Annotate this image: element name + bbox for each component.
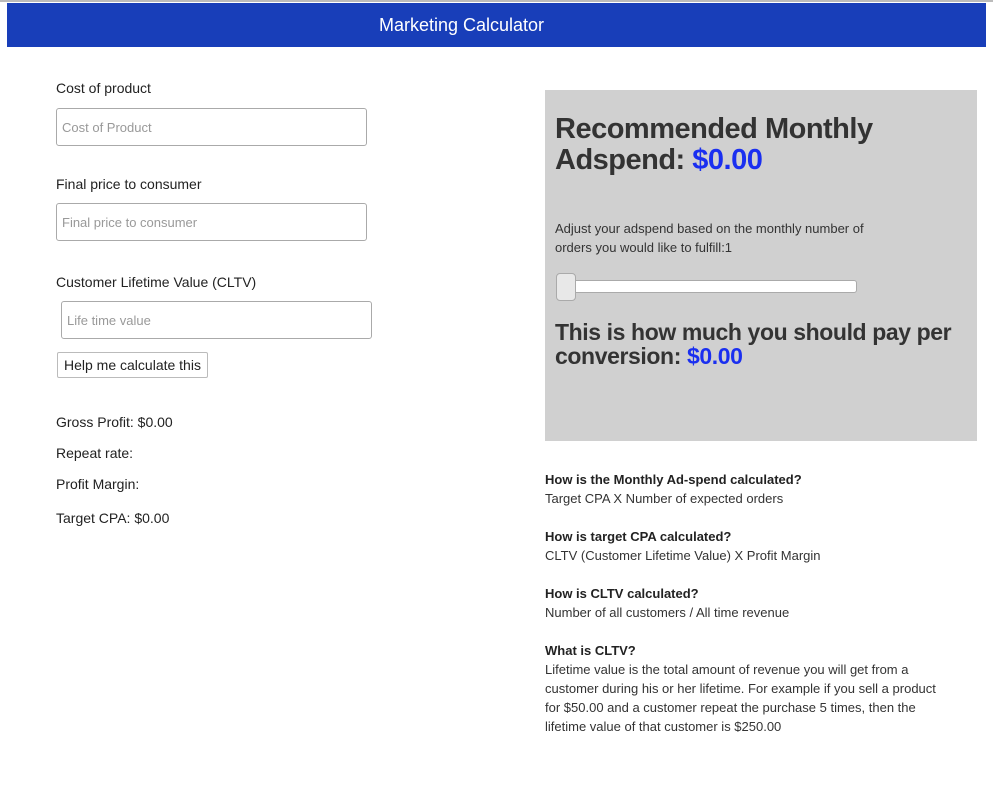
faq-question: How is target CPA calculated? [545,529,732,544]
adspend-title: Recommended Monthly Adspend: [555,113,873,176]
orders-slider-thumb[interactable] [556,273,576,301]
cltv-input[interactable] [61,301,372,339]
faq-item [545,527,965,565]
cost-input[interactable] [56,108,367,146]
faq-item [545,584,965,622]
results-panel [545,90,977,441]
conversion-heading [555,320,977,368]
orders-slider-track[interactable] [559,280,857,293]
gross-profit: Gross Profit: $0.00 [56,414,173,430]
faq-answer: CLTV (Customer Lifetime Value) X Profit Margin [545,548,821,563]
faq-answer: Target CPA X Number of expected orders [545,491,784,506]
faq-answer: Lifetime value is the total amount of revenue you will get from a customer during his or her lifetime. For example if you sell a product for $50.00 and a customer repeat the purchase 5 times, then the lifetime value of that customer is $250.00 [545,662,936,734]
price-label: Final price to consumer [56,176,202,192]
adspend-heading [555,114,977,176]
faq-question: How is CLTV calculated? [545,586,699,601]
app-title: Marketing Calculator [378,15,545,35]
top-border [0,0,993,2]
adjust-text: Adjust your adspend based on the monthly number of orders you would like to fulfill:1 [555,221,864,255]
cost-label: Cost of product [56,80,151,96]
faq-question: What is CLTV? [545,643,636,658]
help-calculate-button[interactable]: Help me calculate this [57,352,208,378]
app-header [7,3,986,47]
conversion-title: This is how much you should pay per conversion: [555,319,952,369]
faq-item [545,641,945,736]
price-input[interactable] [56,203,367,241]
adspend-value: $0.00 [692,144,763,176]
faq-item [545,470,965,508]
profit-margin: Profit Margin: [56,476,140,492]
faq-answer: Number of all customers / All time revenue [545,605,790,620]
cltv-label: Customer Lifetime Value (CLTV) [56,274,257,290]
repeat-rate: Repeat rate: [56,445,134,461]
faq-question: How is the Monthly Ad-spend calculated? [545,472,802,487]
conversion-value: $0.00 [686,343,743,369]
target-cpa: Target CPA: $0.00 [56,510,170,526]
